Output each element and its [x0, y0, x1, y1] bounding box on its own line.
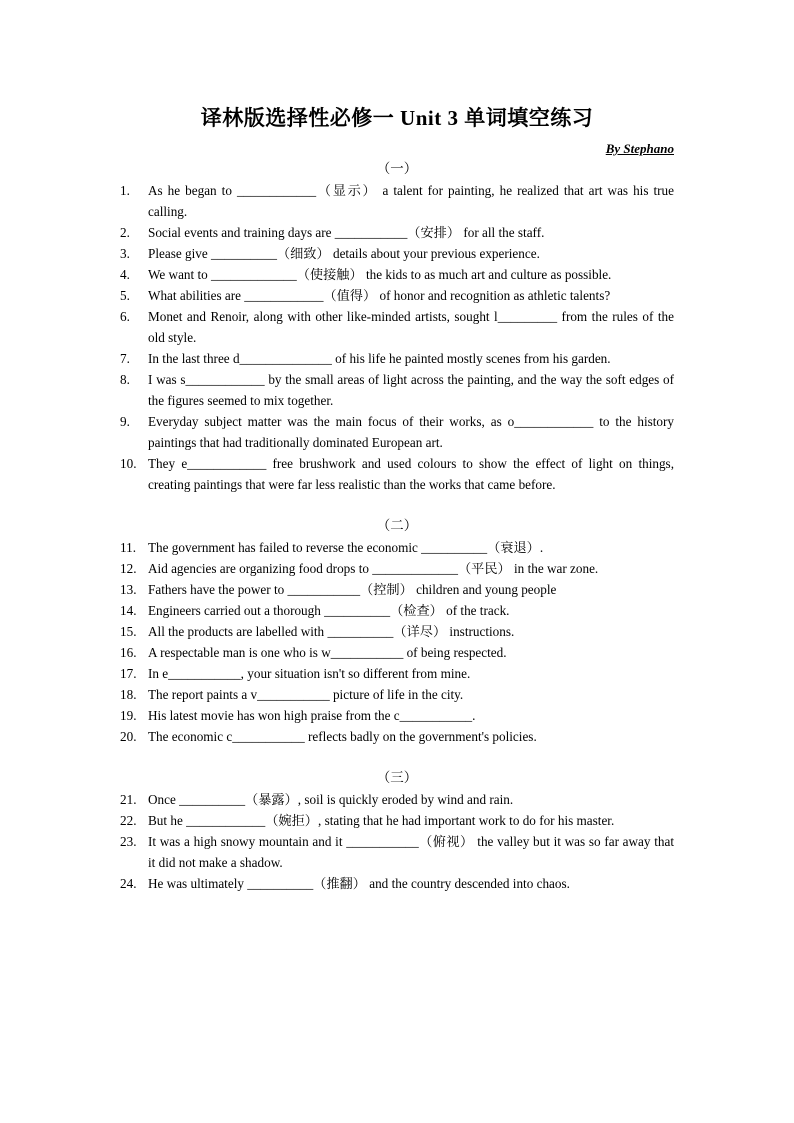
question-text: Fathers have the power to ___________（控制） children and young people [148, 582, 557, 597]
question-item [120, 642, 674, 663]
question-item [120, 726, 674, 747]
question-item [120, 264, 674, 285]
question-item [120, 873, 674, 894]
question-item [120, 579, 674, 600]
question-text: I was s____________ by the small areas of light across the painting, and the way the soft edges of the figures seemed to mix together. [148, 372, 674, 408]
question-number: 18. [120, 687, 137, 702]
question-item [120, 453, 674, 495]
question-number: 14. [120, 603, 137, 618]
question-number: 4. [120, 267, 130, 282]
question-number: 11. [120, 540, 136, 555]
section-heading-1: （一） [376, 161, 418, 177]
question-text: The report paints a v___________ picture of life in the city. [148, 687, 464, 702]
question-item [120, 306, 674, 348]
question-item [120, 684, 674, 705]
question-text: They e____________ free brushwork and used colours to show the effect of light on things, creating paintings that were far less realistic than the works that came before. [148, 456, 674, 492]
question-text: Monet and Renoir, along with other like-minded artists, sought l_________ from the rules of the old style. [148, 309, 674, 345]
question-number: 16. [120, 645, 137, 660]
question-text: A respectable man is one who is w___________ of being respected. [148, 645, 507, 660]
question-text: Social events and training days are ___________（安排） for all the staff. [148, 225, 545, 240]
question-text: In the last three d______________ of his life he painted mostly scenes from his garden. [148, 351, 611, 366]
question-text: We want to _____________（使接触） the kids to as much art and culture as possible. [148, 267, 612, 282]
exercise-content [120, 158, 674, 894]
question-number: 5. [120, 288, 130, 303]
question-number: 3. [120, 246, 130, 261]
question-text: It was a high snowy mountain and it ___________（俯视） the valley but it was so far away that it did not make a shadow. [148, 834, 674, 870]
question-item [120, 621, 674, 642]
question-number: 1. [120, 183, 130, 198]
question-text: All the products are labelled with __________（详尽） instructions. [148, 624, 515, 639]
question-item [120, 663, 674, 684]
question-item [120, 810, 674, 831]
question-number: 10. [120, 456, 137, 471]
question-text: Aid agencies are organizing food drops to _____________（平民） in the war zone. [148, 561, 599, 576]
question-number: 17. [120, 666, 137, 681]
question-text: The government has failed to reverse the economic __________（衰退）. [148, 540, 544, 555]
question-text: As he began to ____________（显示） a talent for painting, he realized that art was his true calling. [148, 183, 674, 219]
question-text: His latest movie has won high praise from the c___________. [148, 708, 476, 723]
question-text: Everyday subject matter was the main focus of their works, as o____________ to the history paintings that had traditionally dominated European art. [148, 414, 674, 450]
question-item [120, 411, 674, 453]
question-number: 7. [120, 351, 130, 366]
question-number: 24. [120, 876, 137, 891]
question-text: What abilities are ____________（值得） of honor and recognition as athletic talents? [148, 288, 611, 303]
question-item [120, 369, 674, 411]
question-number: 6. [120, 309, 130, 324]
question-item [120, 348, 674, 369]
question-text: Once __________（暴露）, soil is quickly eroded by wind and rain. [148, 792, 514, 807]
question-text: He was ultimately __________（推翻） and the country descended into chaos. [148, 876, 570, 891]
question-number: 19. [120, 708, 137, 723]
question-text: Please give __________（细致） details about your previous experience. [148, 246, 540, 261]
question-item [120, 705, 674, 726]
question-text: Engineers carried out a thorough __________（检查） of the track. [148, 603, 510, 618]
page-title: 译林版选择性必修一 Unit 3 单词填空练习 [200, 106, 594, 130]
question-item [120, 285, 674, 306]
section-spacer [120, 747, 674, 767]
question-number: 15. [120, 624, 137, 639]
question-number: 23. [120, 834, 137, 849]
question-number: 21. [120, 792, 137, 807]
question-item [120, 537, 674, 558]
question-item [120, 831, 674, 873]
question-number: 13. [120, 582, 137, 597]
section-heading-3: （三） [376, 770, 418, 786]
question-text: The economic c___________ reflects badly on the government's policies. [148, 729, 537, 744]
question-number: 20. [120, 729, 137, 744]
author-credit: By Stephano [605, 141, 674, 156]
question-number: 22. [120, 813, 137, 828]
question-item [120, 180, 674, 222]
question-number: 8. [120, 372, 130, 387]
question-item [120, 600, 674, 621]
question-item [120, 558, 674, 579]
question-item [120, 243, 674, 264]
section-heading-2: （二） [376, 518, 418, 534]
question-item [120, 222, 674, 243]
question-item [120, 789, 674, 810]
question-number: 9. [120, 414, 130, 429]
question-text: But he ____________（婉拒）, stating that he had important work to do for his master. [148, 813, 615, 828]
question-text: In e___________, your situation isn't so different from mine. [148, 666, 471, 681]
question-number: 12. [120, 561, 137, 576]
section-spacer [120, 495, 674, 515]
question-number: 2. [120, 225, 130, 240]
